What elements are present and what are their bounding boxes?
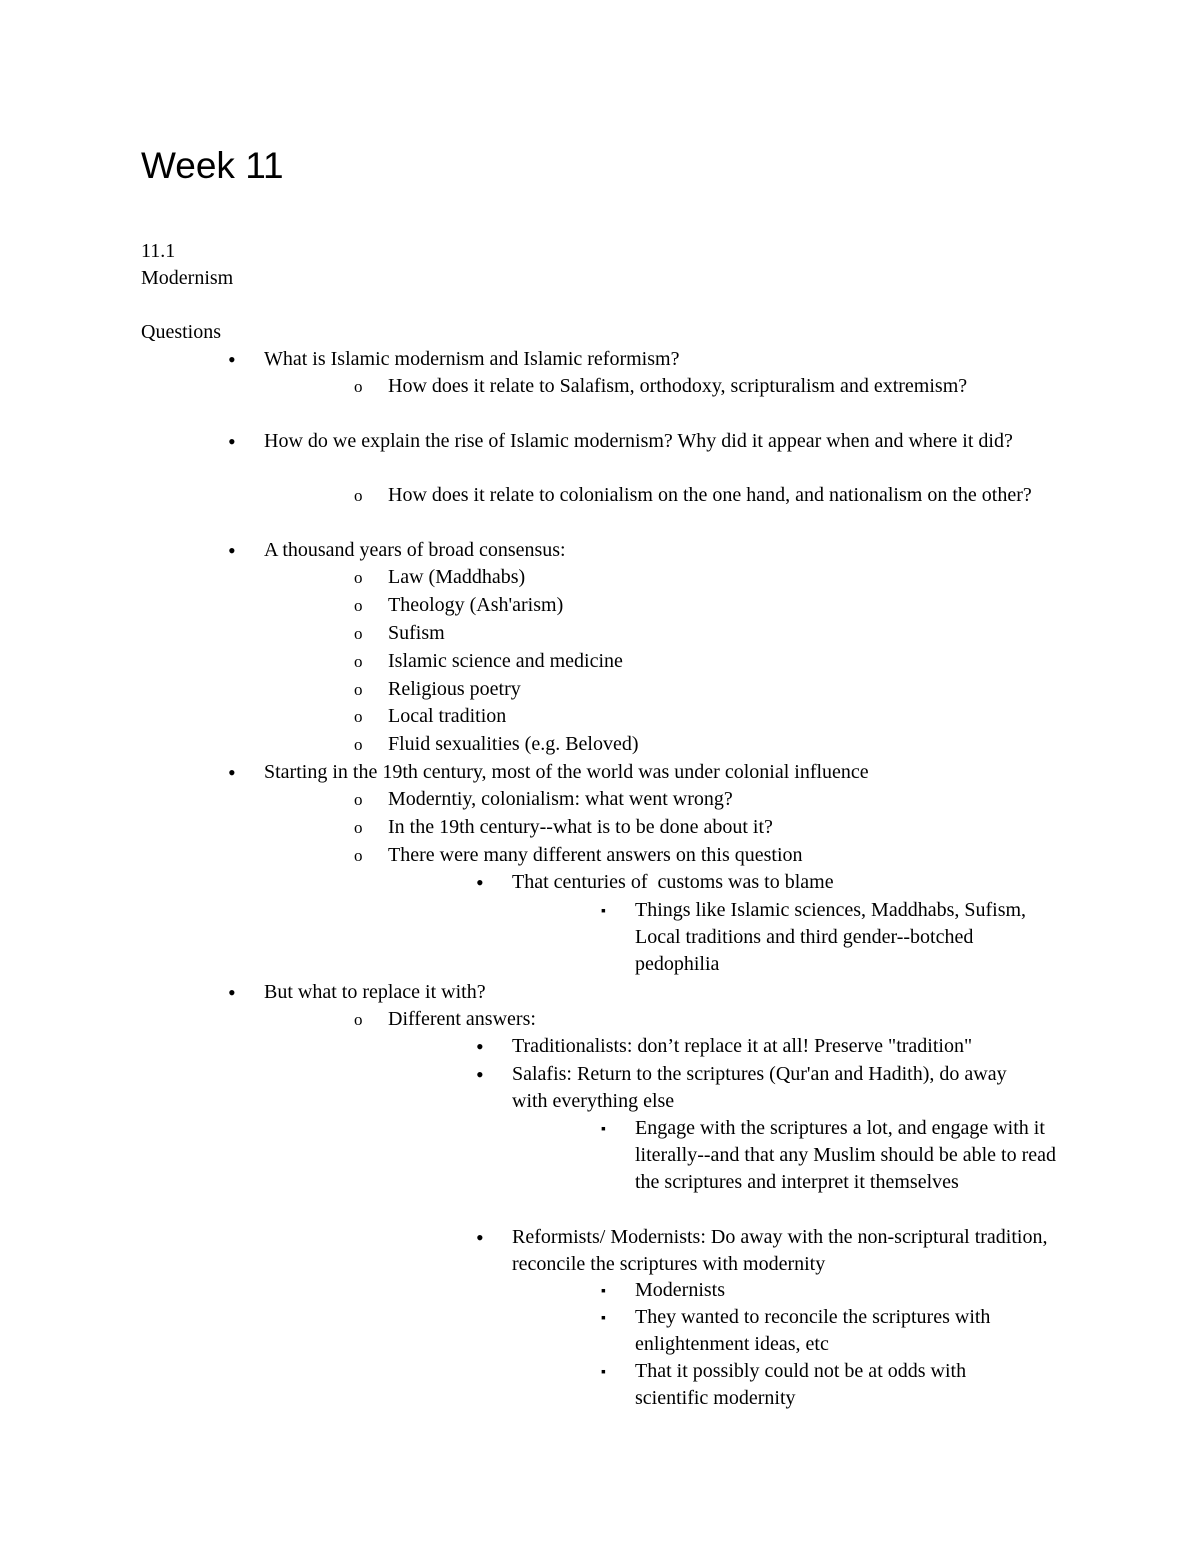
bullet-icon: • [476,1225,484,1250]
list-item [601,1304,1060,1358]
square-bullet-icon: ▪ [601,1365,606,1380]
list-item [354,482,1068,509]
list-item [476,1224,1057,1278]
list-item-text: How does it relate to colonialism on the one hand, and nationalism on the other? [388,484,1032,506]
list-item-text: Traditionalists: don’t replace it at all! Preserve "tradition" [512,1035,973,1057]
document-title: Week 11 [141,145,284,186]
list-item [228,346,1064,373]
circle-bullet-icon: o [354,790,363,809]
list-item [601,1115,1060,1196]
list-item [601,897,1050,978]
circle-bullet-icon: o [354,707,363,726]
circle-bullet-icon: o [354,652,363,671]
list-item [354,731,1068,758]
list-item [228,428,1034,455]
list-item-text: Sufism [388,622,445,644]
section-number: 11.1 [141,240,176,262]
list-item-text: Religious poetry [388,678,521,700]
bullet-icon: • [476,1034,484,1059]
circle-bullet-icon: o [354,846,363,865]
bullet-icon: • [476,870,484,895]
list-item [476,869,1062,896]
list-item-text: There were many different answers on this question [388,844,803,866]
list-item-text: In the 19th century--what is to be done about it? [388,816,773,838]
circle-bullet-icon: o [354,735,363,754]
list-item-text: What is Islamic modernism and Islamic reformism? [264,348,680,370]
list-item [228,537,1064,564]
bullet-icon: • [228,347,236,372]
list-item [228,979,1064,1006]
list-item-text: Islamic science and medicine [388,650,623,672]
list-item-text: Engage with the scriptures a lot, and engage with it literally--and that any Muslim should be able to read the scriptures and interpret it themselves [635,1117,1056,1193]
list-item-text: Salafis: Return to the scriptures (Qur'an and Hadith), do away with everything else [512,1063,1007,1112]
list-item [354,373,988,400]
list-item [354,592,1068,619]
bullet-icon: • [228,538,236,563]
list-item-text: That it possibly could not be at odds with scientific modernity [635,1360,967,1409]
list-item [476,1033,1072,1060]
list-item [228,759,1094,786]
circle-bullet-icon: o [354,624,363,643]
section-title: Modernism [141,267,234,289]
square-bullet-icon: ▪ [601,904,606,919]
list-item [354,786,1068,813]
circle-bullet-icon: o [354,818,363,837]
bullet-icon: • [228,980,236,1005]
circle-bullet-icon: o [354,377,363,396]
list-item [354,842,1068,869]
list-item-text: A thousand years of broad consensus: [264,539,566,561]
list-item-text: Modernists [635,1279,725,1301]
circle-bullet-icon: o [354,1010,363,1029]
list-item [354,564,1068,591]
list-item-text: Local tradition [388,705,507,727]
circle-bullet-icon: o [354,680,363,699]
list-item-text: Starting in the 19th century, most of the world was under colonial influence [264,761,869,783]
list-item [354,620,1068,647]
list-item [354,1006,1068,1033]
list-item-text: How does it relate to Salafism, orthodoxy, scripturalism and extremism? [388,375,968,397]
list-item-text: That centuries of customs was to blame [512,871,834,893]
list-item-text: Law (Maddhabs) [388,566,526,588]
circle-bullet-icon: o [354,568,363,587]
bullet-icon: • [476,1062,484,1087]
square-bullet-icon: ▪ [601,1311,606,1326]
list-item-text: Theology (Ash'arism) [388,594,564,616]
list-item-text: They wanted to reconcile the scriptures with enlightenment ideas, etc [635,1306,991,1355]
list-item-text: How do we explain the rise of Islamic modernism? Why did it appear when and where it did? [264,430,1013,452]
bullet-icon: • [228,429,236,454]
square-bullet-icon: ▪ [601,1122,606,1137]
list-item [601,1277,1065,1304]
square-bullet-icon: ▪ [601,1284,606,1299]
list-item [354,814,1068,841]
list-item [354,703,1068,730]
list-item-text: But what to replace it with? [264,981,486,1003]
list-item [354,676,1068,703]
list-item [476,1061,1047,1115]
list-item-text: Different answers: [388,1008,536,1030]
list-item-text: Fluid sexualities (e.g. Beloved) [388,733,639,755]
questions-label: Questions [141,321,221,343]
list-item-text: Reformists/ Modernists: Do away with the non-scriptural tradition, reconcile the scriptures with modernity [512,1226,1048,1275]
bullet-icon: • [228,760,236,785]
list-item [601,1358,1035,1412]
circle-bullet-icon: o [354,486,363,505]
circle-bullet-icon: o [354,596,363,615]
list-item [354,648,1068,675]
list-item-text: Moderntiy, colonialism: what went wrong? [388,788,733,810]
list-item-text: Things like Islamic sciences, Maddhabs, Sufism, Local traditions and third gender--botched pedophilia [635,899,1027,975]
